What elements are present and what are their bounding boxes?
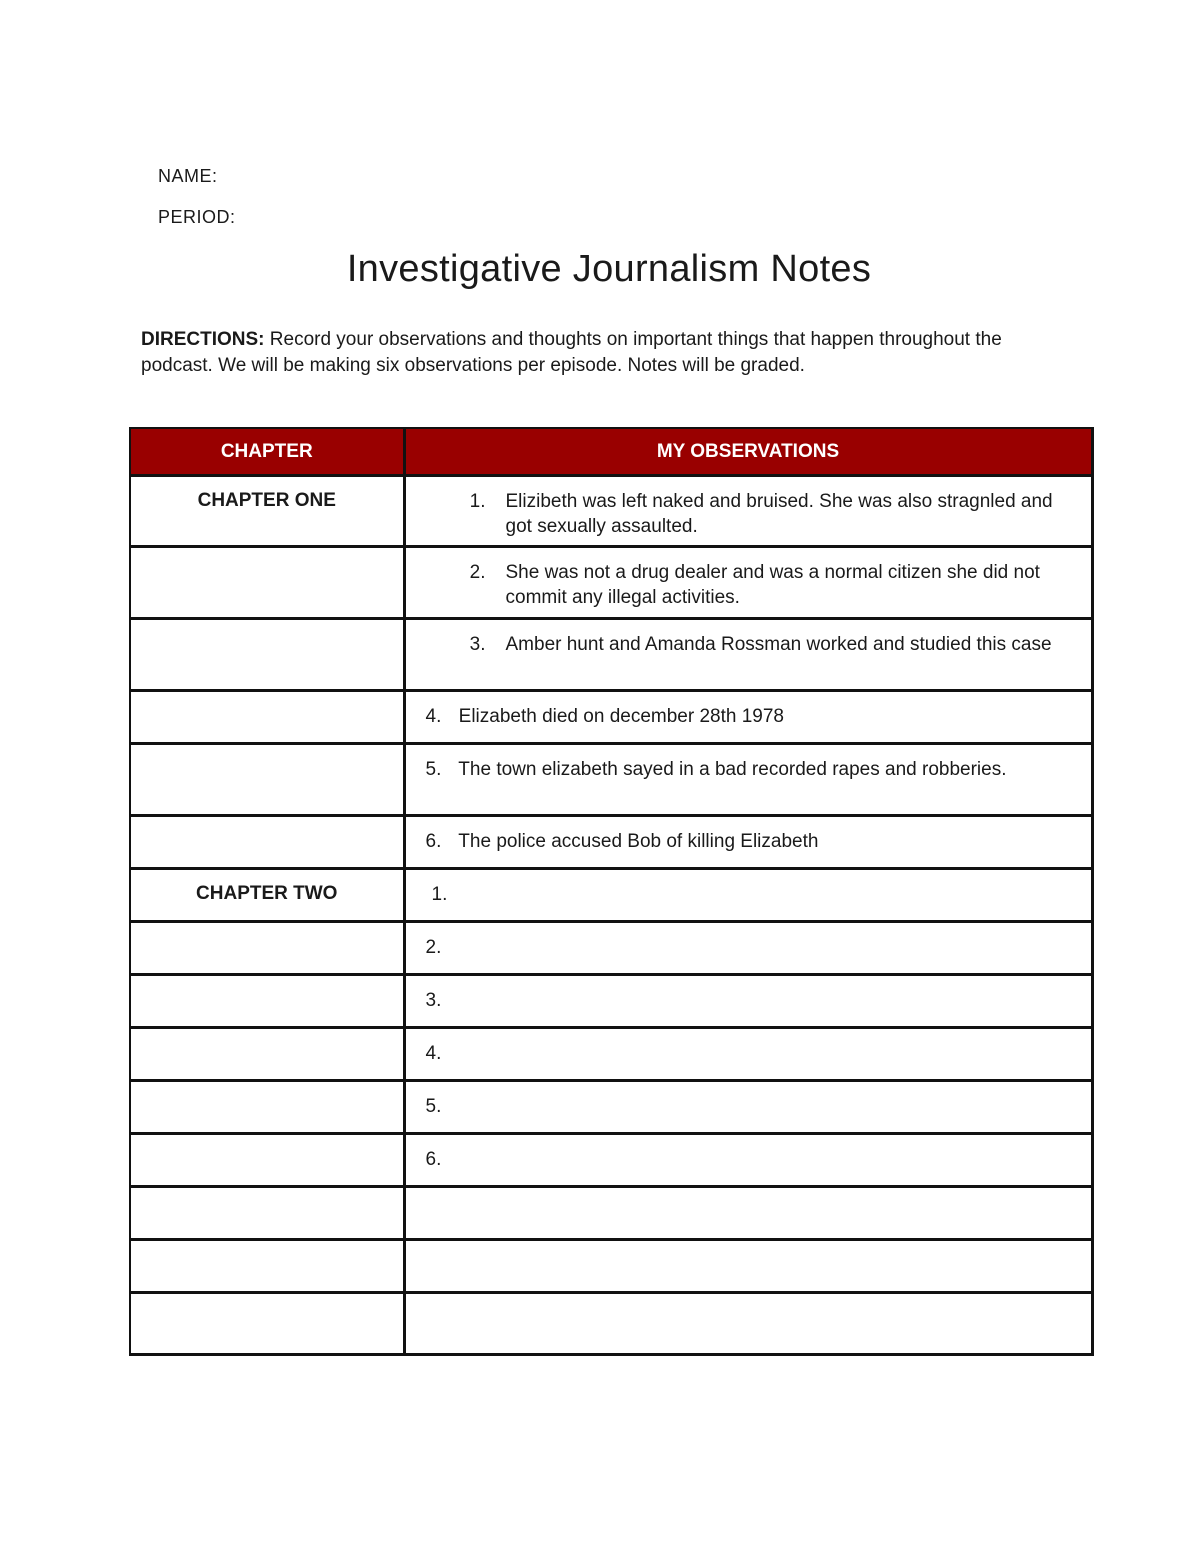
chapter-column-header: CHAPTER bbox=[130, 428, 404, 476]
observation-text: Elizabeth died on december 28th 1978 bbox=[458, 706, 784, 727]
table-header-row bbox=[130, 428, 1092, 476]
table-row bbox=[130, 1081, 1092, 1134]
observation-cell[interactable] bbox=[404, 619, 1092, 691]
observations-column-header: MY OBSERVATIONS bbox=[404, 428, 1092, 476]
table-row bbox=[130, 869, 1092, 922]
directions-label: DIRECTIONS: bbox=[141, 329, 265, 350]
observation-text: Elizibeth was left naked and bruised. She was also stragnled and got sexually assaulted. bbox=[505, 491, 1053, 537]
chapter-cell bbox=[130, 1240, 404, 1293]
observation-cell[interactable] bbox=[404, 1293, 1092, 1355]
observation-cell[interactable] bbox=[404, 975, 1092, 1028]
chapter-cell bbox=[130, 975, 404, 1028]
table-row bbox=[130, 476, 1092, 547]
observation-text: Amber hunt and Amanda Rossman worked and studied this case bbox=[505, 634, 1052, 655]
observation-text: She was not a drug dealer and was a normal citizen she did not commit any illegal activities. bbox=[505, 562, 1040, 608]
chapter-cell bbox=[130, 1187, 404, 1240]
observation-number: 6. bbox=[425, 1149, 442, 1170]
chapter-cell bbox=[130, 547, 404, 619]
table-row bbox=[130, 619, 1092, 691]
observation-number: 6. bbox=[425, 831, 442, 852]
observation-cell[interactable] bbox=[404, 1081, 1092, 1134]
chapter-cell bbox=[130, 619, 404, 691]
directions-text: Record your observations and thoughts on important things that happen throughout the podcast. We will be making six observations per episode. Notes will be graded. bbox=[141, 329, 1002, 376]
directions bbox=[141, 327, 1076, 379]
chapter-cell bbox=[130, 1028, 404, 1081]
observation-cell[interactable] bbox=[404, 1240, 1092, 1293]
chapter-cell bbox=[130, 1081, 404, 1134]
table-row bbox=[130, 1187, 1092, 1240]
table-row bbox=[130, 744, 1092, 816]
table-row bbox=[130, 975, 1092, 1028]
observation-number: 2. bbox=[425, 937, 442, 958]
chapter-cell bbox=[130, 691, 404, 744]
observation-number: 5. bbox=[425, 1096, 442, 1117]
observation-cell[interactable] bbox=[404, 691, 1092, 744]
observation-cell[interactable] bbox=[404, 476, 1092, 547]
period-label: PERIOD: bbox=[158, 207, 236, 227]
observation-number: 3. bbox=[425, 990, 442, 1011]
table-row bbox=[130, 1240, 1092, 1293]
notes-table bbox=[129, 427, 1094, 1356]
observation-cell[interactable] bbox=[404, 922, 1092, 975]
table-row bbox=[130, 691, 1092, 744]
name-label: NAME: bbox=[158, 166, 218, 186]
table-row bbox=[130, 547, 1092, 619]
observation-number: 4. bbox=[425, 1043, 442, 1064]
observation-number: 2. bbox=[469, 562, 486, 583]
table-row bbox=[130, 1134, 1092, 1187]
observation-cell[interactable] bbox=[404, 744, 1092, 816]
chapter-cell bbox=[130, 744, 404, 816]
observation-cell[interactable] bbox=[404, 1134, 1092, 1187]
observation-cell[interactable] bbox=[404, 1028, 1092, 1081]
chapter-cell bbox=[130, 1293, 404, 1355]
table-row bbox=[130, 1293, 1092, 1355]
chapter-cell: CHAPTER ONE bbox=[130, 476, 404, 547]
observation-number: 1. bbox=[469, 491, 486, 512]
chapter-cell: CHAPTER TWO bbox=[130, 869, 404, 922]
observation-number: 3. bbox=[469, 634, 486, 655]
observation-cell[interactable] bbox=[404, 1187, 1092, 1240]
observation-text: The police accused Bob of killing Elizabeth bbox=[458, 831, 819, 852]
observation-cell[interactable] bbox=[404, 816, 1092, 869]
table-row bbox=[130, 922, 1092, 975]
observation-text: The town elizabeth sayed in a bad recorded rapes and robberies. bbox=[458, 759, 1007, 780]
page-title: Investigative Journalism Notes bbox=[346, 248, 872, 290]
chapter-cell bbox=[130, 1134, 404, 1187]
observation-number: 5. bbox=[425, 759, 442, 780]
observation-cell[interactable] bbox=[404, 547, 1092, 619]
observation-number: 1. bbox=[431, 884, 448, 905]
observation-number: 4. bbox=[425, 706, 442, 727]
chapter-cell bbox=[130, 816, 404, 869]
chapter-cell bbox=[130, 922, 404, 975]
table-row bbox=[130, 1028, 1092, 1081]
table-row bbox=[130, 816, 1092, 869]
observation-cell[interactable] bbox=[404, 869, 1092, 922]
